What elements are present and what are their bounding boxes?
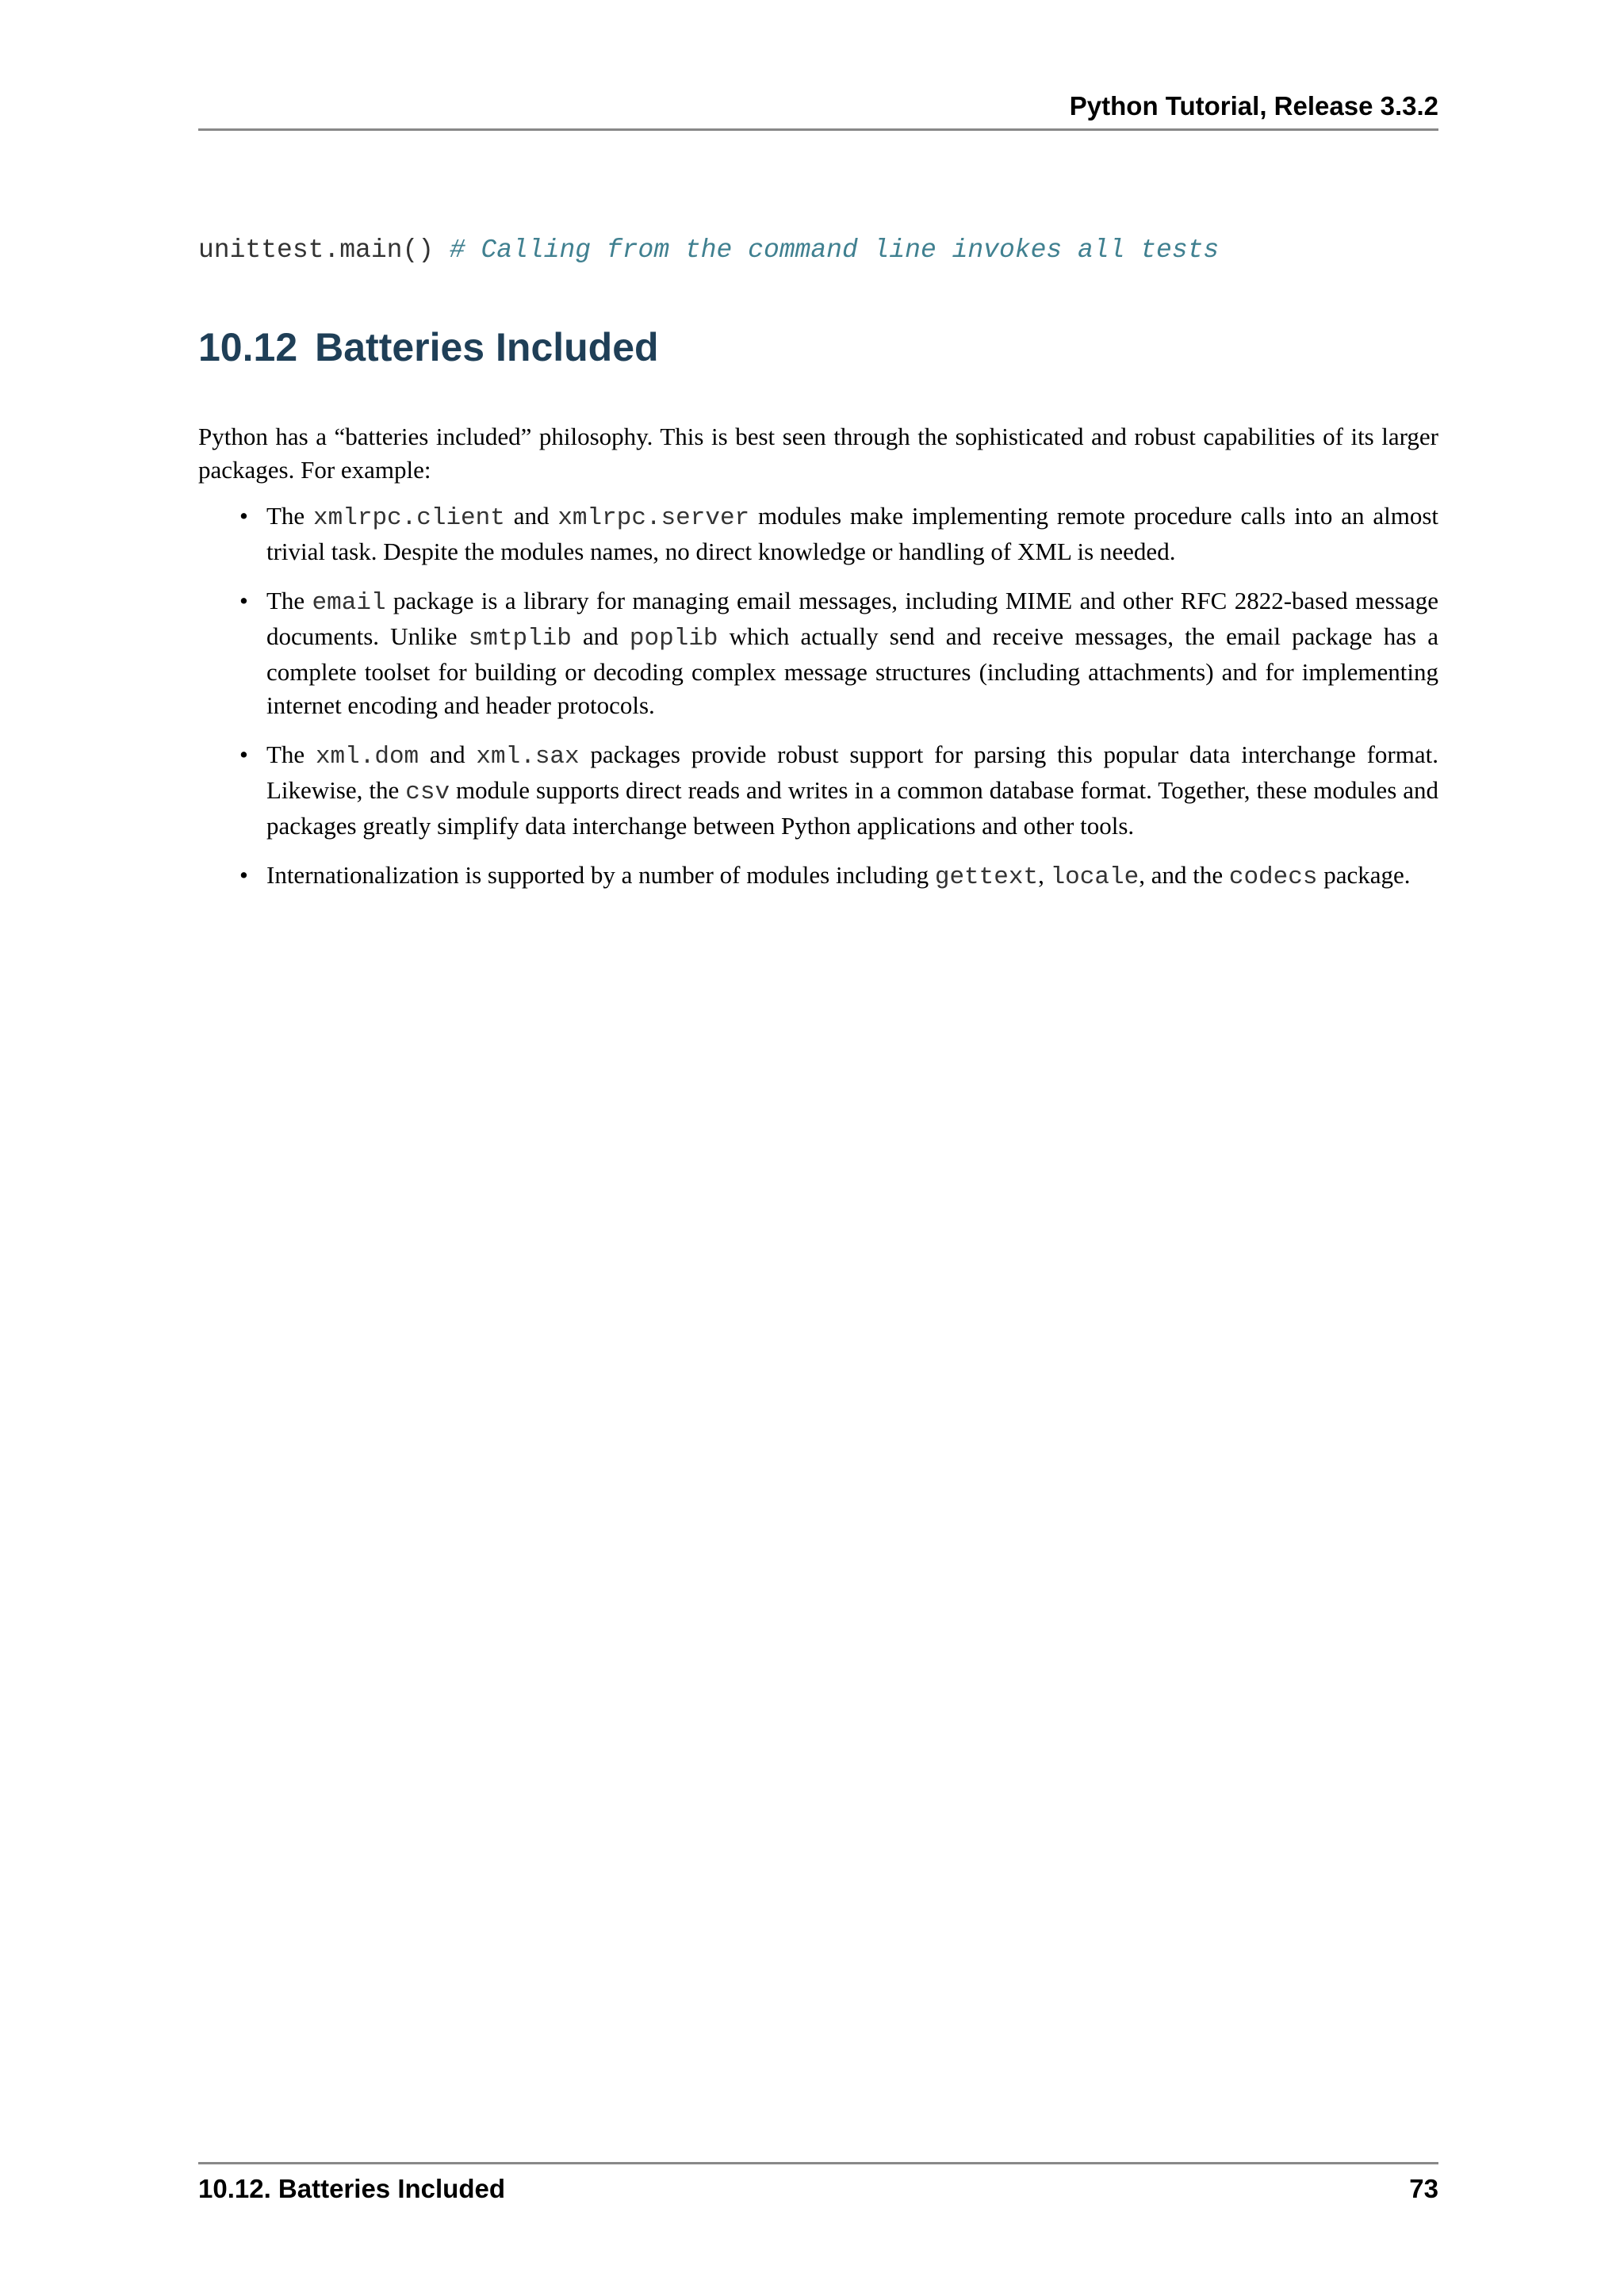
module-gettext: gettext <box>934 863 1039 891</box>
module-csv: csv <box>405 779 450 806</box>
module-xmlrpc-server: xmlrpc.server <box>557 504 750 532</box>
bullet-text: The <box>266 587 312 614</box>
bullet-text: which actually send and receive messages, the email package has a complete toolset for building or decoding complex message structures (including attachments) and for implementing internet encoding and header protocols. <box>266 622 1438 719</box>
bullet-text: module supports direct reads and writes in a common database format. Together, these modules and packages greatly simplify data interchange between Python applications and other tools. <box>266 776 1438 840</box>
bullet-text: and <box>571 622 630 650</box>
module-locale: locale <box>1050 863 1139 891</box>
bullet-marker: • <box>239 861 248 889</box>
footer-divider <box>198 2162 1438 2164</box>
footer-section-label: 10.12. Batteries Included <box>198 2174 505 2203</box>
module-list <box>198 499 1438 910</box>
running-header: Python Tutorial, Release 3.3.2 <box>1069 91 1438 121</box>
code-comment: # Calling from the command line invokes all tests <box>449 235 1220 265</box>
list-item-email <box>198 584 1438 722</box>
section-heading <box>198 323 659 371</box>
code-example <box>198 233 1219 268</box>
section-number: 10.12 <box>198 325 298 369</box>
bullet-text: packages provide robust support for parsing this popular data interchange format. Likewise, the <box>266 740 1438 804</box>
page-number: 73 <box>1409 2174 1438 2203</box>
bullet-text: Internationalization is supported by a number of modules including <box>266 861 935 889</box>
module-xmlrpc-client: xmlrpc.client <box>313 504 505 532</box>
list-item-i18n <box>198 859 1438 894</box>
code-statement: unittest.main() <box>198 235 435 265</box>
bullet-text: package. <box>1317 861 1411 889</box>
bullet-text: modules make implementing remote procedure calls into an almost trivial task. Despite the modules names, no direct knowledge or handling of XML is needed. <box>266 502 1438 565</box>
bullet-text: , and the <box>1139 861 1229 889</box>
list-item-xml <box>198 738 1438 843</box>
bullet-marker: • <box>239 740 248 768</box>
bullet-text: package is a library for managing email messages, including MIME and other RFC 2822-based message documents. Unlike <box>266 587 1438 650</box>
bullet-text: The <box>266 740 316 768</box>
bullet-text: and <box>419 740 477 768</box>
module-smtplib: smtplib <box>468 625 572 652</box>
module-email: email <box>312 589 386 617</box>
intro-paragraph: Python has a “batteries included” philosophy. This is best seen through the sophisticated and robust capabilities of its larger packages. For example: <box>198 423 1438 484</box>
module-xml-dom: xml.dom <box>315 743 419 771</box>
module-xml-sax: xml.sax <box>476 743 580 771</box>
module-codecs: codecs <box>1228 863 1318 891</box>
header-divider <box>198 128 1438 131</box>
bullet-marker: • <box>239 587 248 614</box>
list-item-xmlrpc <box>198 499 1438 568</box>
bullet-marker: • <box>239 502 248 530</box>
bullet-text: and <box>504 502 558 530</box>
section-title: Batteries Included <box>315 325 659 369</box>
bullet-text: The <box>266 502 314 530</box>
module-poplib: poplib <box>629 625 718 652</box>
bullet-text: , <box>1038 861 1051 889</box>
document-page <box>198 0 1438 2296</box>
